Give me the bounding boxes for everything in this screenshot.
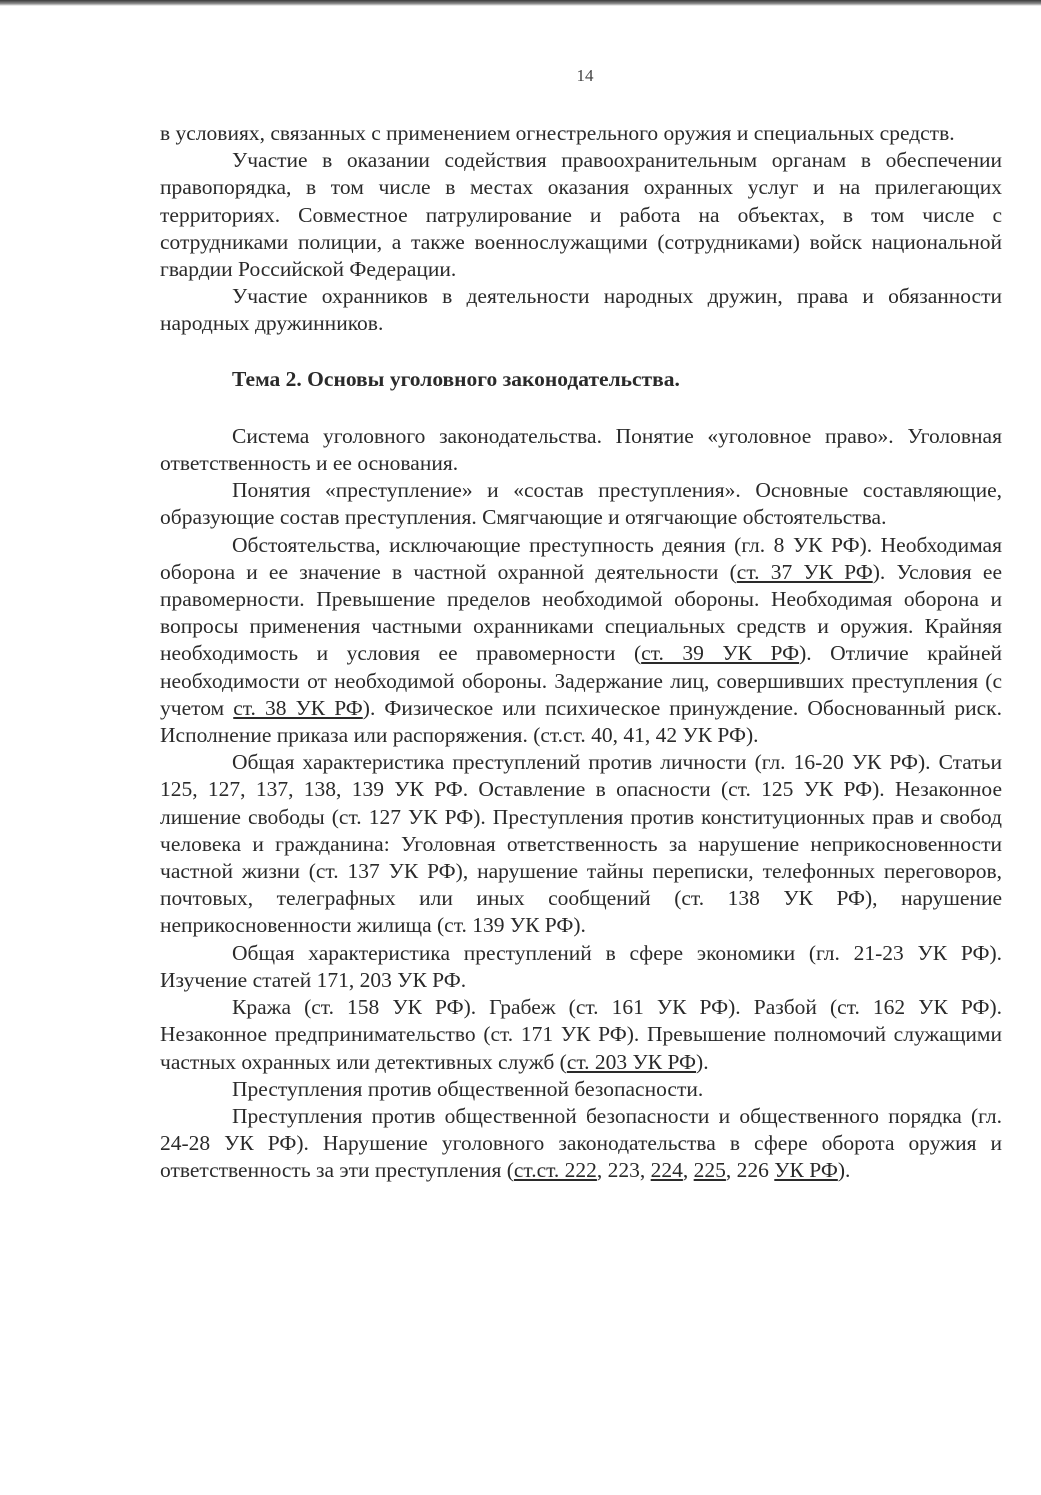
text-run: ).	[696, 1049, 709, 1074]
topic-paragraph-4: Общая характеристика преступлений против личности (гл. 16-20 УК РФ). Статьи 125, 127, 137, 138, 139 УК РФ. Оставление в опасности (ст. 125 УК РФ). Незаконное лишение свободы (ст. 127 УК РФ). Преступления против конституционных прав и свобод человека и гражданина: Уголовная ответственность за нарушение неприкосновенности частной жизни (ст. 137 УК РФ), нарушение тайны переписки, телефонных переговоров, почтовых, телеграфных или иных сообщений (ст. 138 УК РФ), нарушение неприкосновенности жилища (ст. 139 УК РФ).	[160, 750, 1002, 938]
text-run: Преступления против общественной безопасности и общественного порядка (гл. 24-28 УК РФ). Нарушение уголовного законодательства в сфере оборота оружия и ответственность за эти преступления (	[160, 1103, 1002, 1183]
intro-paragraph-2: Участие в оказании содействия правоохранительным органам в обеспечении правопорядка, в том числе в местах оказания охранных услуг и на прилегающих территориях. Совместное патрулирование и работа на объектах, в том числе с сотрудниками полиции, а также военнослужащими (сотрудниками) войск национальной гвардии Российской Федерации.	[160, 148, 1002, 282]
text-run: , 226	[725, 1158, 775, 1183]
text-run: , 223,	[596, 1158, 651, 1183]
intro-paragraph-3: Участие охранников в деятельности народных дружин, права и обязанности народных дружинников.	[160, 284, 1002, 336]
text-run: Обстоятельства, исключающие преступность деяния (гл. 8 УК РФ). Необходимая оборона и ее значение в частной охранной деятельности (	[160, 532, 1002, 584]
topic-paragraph-6	[160, 994, 1002, 1076]
text-run: Кража (ст. 158 УК РФ). Грабеж (ст. 161 УК РФ). Разбой (ст. 162 УК РФ). Незаконное предпринимательство (ст. 171 УК РФ). Превышение полномочий служащими частных охранных или детективных служб (	[160, 995, 1002, 1074]
text-run: ). Физическое или психическое принуждение. Обоснованный риск. Исполнение приказа или распоряжения. (ст.ст. 40, 41, 42 УК РФ).	[160, 695, 1002, 748]
text-run: ). Отличие крайней необходимости от необходимой обороны. Задержание лиц, совершивших преступления (с учетом	[160, 641, 1002, 720]
law-reference-link[interactable]: УК РФ	[774, 1158, 838, 1183]
topic-paragraph-2: Понятия «преступление» и «состав преступления». Основные составляющие, образующие состав преступления. Смягчающие и отягчающие обстоятельства.	[160, 478, 1002, 530]
topic-heading: Тема 2. Основы уголовного законодательства.	[232, 366, 680, 391]
text-run: ,	[682, 1158, 694, 1183]
topic-paragraph-1: Система уголовного законодательства. Понятие «уголовное право». Уголовная ответственность и ее основания.	[160, 423, 1002, 476]
text-run: ).	[837, 1158, 851, 1183]
topic-paragraph-5: Общая характеристика преступлений в сфере экономики (гл. 21-23 УК РФ). Изучение статей 171, 203 УК РФ.	[160, 940, 1002, 992]
text-run: ). Условия ее правомерности. Превышение пределов необходимой обороны. Необходимая оборона и вопросы применения частными охранниками специальных средств и оружия. Крайняя необходимость и условия ее правомерности (	[160, 559, 1002, 666]
law-reference-link[interactable]: ст. 39 УК РФ	[641, 641, 800, 666]
topic-paragraph-3	[160, 532, 1002, 750]
law-reference-link[interactable]: ст.ст. 222	[513, 1158, 597, 1183]
law-reference-link[interactable]: 225	[693, 1158, 726, 1183]
document-body	[160, 120, 1002, 1185]
scan-top-edge	[0, 0, 1041, 6]
intro-paragraph-1: в условиях, связанных с применением огнестрельного оружия и специальных средств.	[160, 121, 955, 145]
law-reference-link[interactable]: 224	[650, 1158, 683, 1183]
law-reference-link[interactable]: ст. 38 УК РФ	[233, 695, 363, 720]
topic-paragraph-7: Преступления против общественной безопасности.	[232, 1076, 704, 1101]
page-number: 14	[576, 66, 594, 85]
law-reference-link[interactable]: ст. 37 УК РФ	[736, 559, 873, 584]
topic-paragraph-8	[160, 1103, 1002, 1185]
law-reference-link[interactable]: ст. 203 УК РФ	[566, 1049, 697, 1074]
